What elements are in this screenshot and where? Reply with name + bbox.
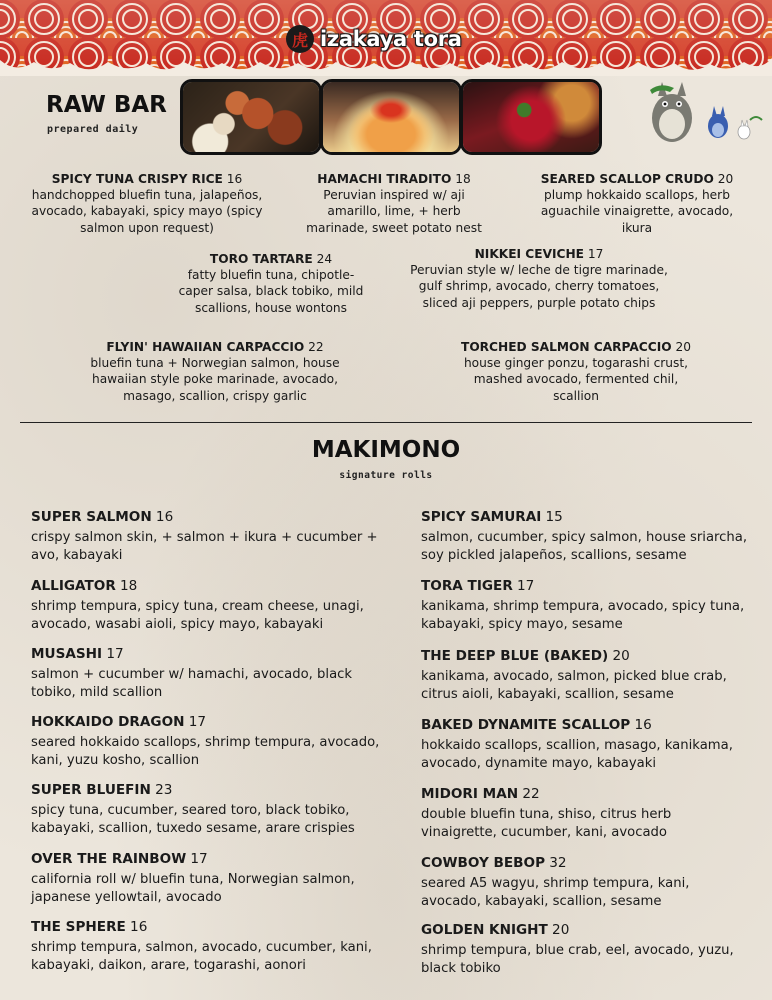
item-name: SPICY TUNA CRISPY RICE [51,172,223,186]
item-desc: california roll w/ bluefin tuna, Norwegian salmon, japanese yellowtail, avocado [31,871,355,905]
maki-item-golden-knight [421,921,751,979]
raw-item-nikkei-ceviche [404,246,674,311]
item-desc: kanikama, shrimp tempura, avocado, spicy tuna, kabayaki, spicy mayo, sesame [421,598,745,632]
maki-item-the-sphere [31,918,383,976]
item-price: 20 [717,172,734,186]
tiger-logo-mark-icon: 虎 [286,25,314,53]
maki-item-tora-tiger [421,577,751,635]
makimono-title: MAKIMONO [311,437,461,463]
item-name: SPICY SAMURAI [421,509,542,525]
item-price: 32 [549,855,567,871]
item-name: TORA TIGER [421,578,513,594]
item-desc: seared hokkaido scallops, shrimp tempura, avocado, kani, yuzu kosho, scallion [31,734,380,768]
item-desc: shrimp tempura, spicy tuna, cream cheese, unagi, avocado, wasabi aioli, spicy mayo, kabayaki [31,598,364,632]
brand-name: izakaya tora [320,27,462,51]
item-price: 20 [612,648,630,664]
raw-bar-subtitle: prepared daily [47,124,139,135]
item-desc: crispy salmon skin, + salmon + ikura + cucumber + avo, kabayaki [31,529,378,563]
raw-item-hamachi-tiradito [300,171,488,236]
item-price: 15 [545,509,563,525]
item-name: SUPER SALMON [31,509,152,525]
raw-item-spicy-tuna-crispy-rice [30,171,264,236]
raw-bar-title: RAW BAR [46,92,167,118]
header-wave-band [0,0,772,76]
item-name: THE SPHERE [31,919,126,935]
raw-item-seared-scallop-crudo [534,171,740,236]
raw-item-torched-salmon-carpaccio [456,339,696,404]
food-photo-scallop-crudo [460,79,602,155]
item-price: 23 [155,782,173,798]
section-divider [20,422,752,423]
maki-item-super-bluefin [31,781,383,839]
item-name: TORO TARTARE [209,252,313,266]
item-desc: double bluefin tuna, shiso, citrus herb vinaigrette, cucumber, kani, avocado [421,806,672,840]
item-price: 17 [190,851,208,867]
maki-item-alligator [31,577,383,635]
item-desc: hokkaido scallops, scallion, masago, kanikama, avocado, dynamite mayo, kabayaki [421,737,733,771]
maki-item-musashi [31,645,383,703]
item-name: THE DEEP BLUE (BAKED) [421,648,609,664]
item-desc: salmon + cucumber w/ hamachi, avocado, black tobiko, mild scallion [31,666,353,700]
makimono-subtitle: signature rolls [339,470,433,481]
item-desc: handchopped bluefin tuna, jalapeños, avocado, kabayaki, spicy mayo (spicy salmon upon request) [31,188,263,235]
item-price: 16 [155,509,174,525]
item-price: 22 [522,786,540,802]
item-price: 18 [120,578,138,594]
item-name: FLYIN' HAWAIIAN CARPACCIO [106,340,305,354]
item-name: SUPER BLUEFIN [31,782,151,798]
item-desc: house ginger ponzu, togarashi crust, mashed avocado, fermented chil, scallion [463,356,689,403]
item-name: COWBOY BEBOP [421,855,546,871]
item-desc: Peruvian style w/ leche de tigre marinade, gulf shrimp, avocado, cherry tomatoes, sliced aji peppers, purple potato chips [410,263,668,310]
mascot-illustration-icon [640,76,770,146]
item-desc: bluefin tuna + Norwegian salmon, house hawaiian style poke marinade, avocado, masago, scallion, crispy garlic [90,356,340,403]
item-desc: salmon, cucumber, spicy salmon, house sriarcha, soy pickled jalapeños, scallions, sesame [421,529,748,563]
item-price: 17 [587,247,604,261]
item-name: ALLIGATOR [31,578,116,594]
maki-item-over-the-rainbow [31,850,383,908]
item-desc: plump hokkaido scallops, herb aguachile vinaigrette, avocado, ikura [540,188,734,235]
item-name: GOLDEN KNIGHT [421,922,548,938]
item-name: HOKKAIDO DRAGON [31,714,185,730]
food-photo-tiradito [320,79,462,155]
item-name: NIKKEI CEVICHE [474,247,585,261]
item-price: 16 [634,717,652,733]
maki-item-hokkaido-dragon [31,713,383,771]
maki-item-midori-man [421,785,751,843]
item-price: 18 [455,172,471,186]
raw-item-flyin-hawaiian-carpaccio [80,339,350,404]
item-name: TORCHED SALMON CARPACCIO [461,340,672,354]
item-name: BAKED DYNAMITE SCALLOP [421,717,631,733]
item-price: 20 [675,340,691,354]
item-name: MIDORI MAN [421,786,519,802]
maki-item-cowboy-bebop [421,854,751,912]
item-desc: seared A5 wagyu, shrimp tempura, kani, avocado, kabayaki, scallion, sesame [421,875,690,909]
brand-logo [286,24,462,54]
item-price: 24 [316,252,333,266]
item-desc: shrimp tempura, blue crab, eel, avocado, yuzu, black tobiko [421,942,734,976]
item-price: 22 [308,340,324,354]
item-desc: kanikama, avocado, salmon, picked blue crab, citrus aioli, kabayaki, scallion, sesame [421,668,727,702]
item-price: 16 [226,172,243,186]
item-price: 17 [188,714,207,730]
maki-item-baked-dynamite-scallop [421,716,751,774]
item-desc: fatty bluefin tuna, chipotle-caper salsa, black tobiko, mild scallions, house wontons [178,268,364,315]
item-name: HAMACHI TIRADITO [317,172,452,186]
food-photo-crispy-rice [180,79,322,155]
item-price: 20 [552,922,570,938]
item-price: 17 [106,646,124,662]
maki-item-spicy-samurai [421,508,751,566]
item-name: MUSASHI [31,646,103,662]
item-name: OVER THE RAINBOW [31,851,187,867]
item-desc: shrimp tempura, salmon, avocado, cucumber, kani, kabayaki, daikon, arare, togarashi, aonori [31,939,372,973]
maki-item-super-salmon [31,508,383,566]
item-desc: spicy tuna, cucumber, seared toro, black tobiko, kabayaki, scallion, tuxedo sesame, arare crispies [31,802,355,836]
maki-item-the-deep-blue [421,647,751,705]
item-desc: Peruvian inspired w/ aji amarillo, lime, + herb marinade, sweet potato nest [306,188,482,235]
raw-item-toro-tartare [178,251,364,316]
item-price: 16 [130,919,148,935]
item-name: SEARED SCALLOP CRUDO [540,172,714,186]
item-price: 17 [517,578,535,594]
